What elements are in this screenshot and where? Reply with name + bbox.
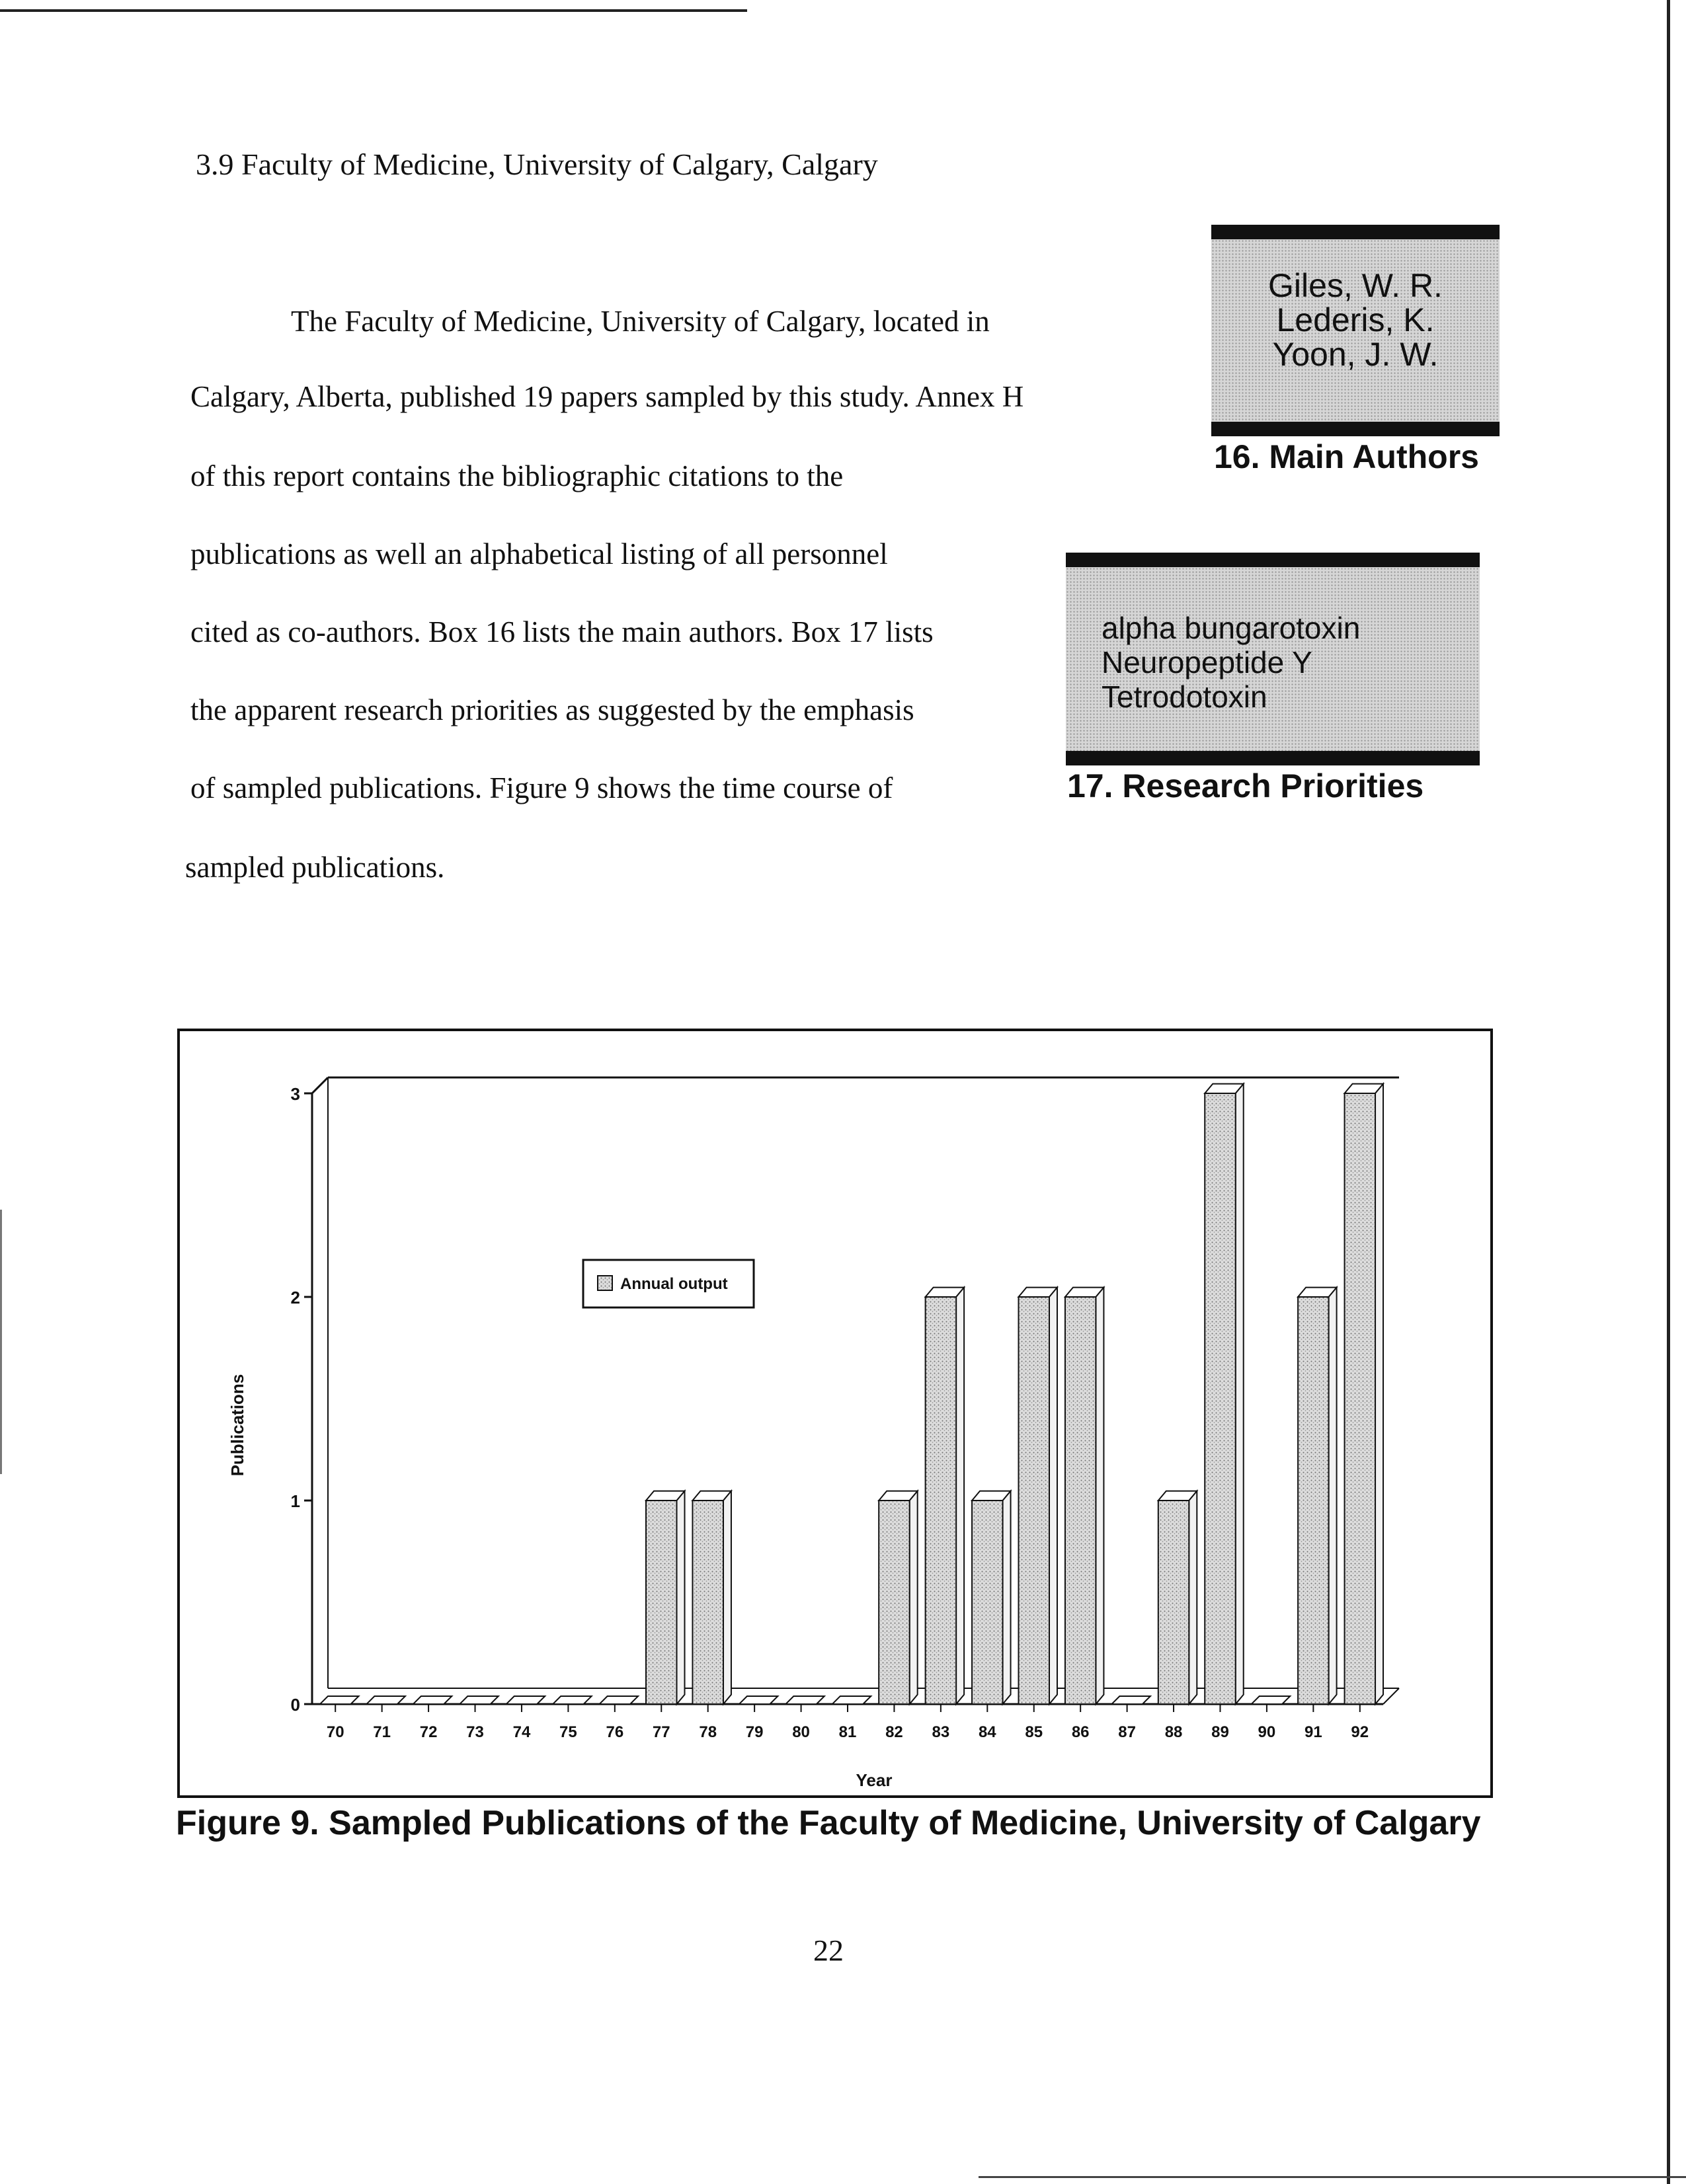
x-tick-label: 90 — [1258, 1723, 1276, 1741]
bar-side — [1003, 1491, 1011, 1704]
bar-zero — [553, 1696, 591, 1704]
x-tick-label: 70 — [326, 1723, 344, 1741]
research-priorities-box — [1066, 553, 1480, 765]
x-tick-label: 92 — [1351, 1723, 1369, 1741]
bar-side — [956, 1288, 964, 1704]
x-tick-label: 73 — [466, 1723, 484, 1741]
paragraph-line: publications as well an alphabetical listing of all personnel — [190, 537, 888, 570]
x-tick-label: 82 — [885, 1723, 903, 1741]
x-tick-label: 81 — [838, 1723, 857, 1741]
x-axis-label: Year — [856, 1770, 893, 1790]
x-tick-label: 78 — [699, 1723, 717, 1741]
x-tick-label: 84 — [978, 1723, 996, 1741]
legend-label: Annual output — [620, 1275, 728, 1293]
bar-zero — [785, 1696, 824, 1704]
main-authors-box — [1211, 225, 1500, 436]
main-authors-caption: 16. Main Authors — [1214, 438, 1479, 475]
x-tick-label: 88 — [1164, 1723, 1183, 1741]
x-tick-label: 83 — [932, 1723, 950, 1741]
figure-9-chart-frame — [177, 1029, 1493, 1798]
right-border-rule — [1667, 0, 1670, 2184]
bar-zero — [1111, 1696, 1150, 1704]
x-tick-label: 86 — [1071, 1723, 1090, 1741]
bar-side — [677, 1491, 685, 1704]
figure-caption: Figure 9. Sampled Publications of the Faculty of Medicine, University of Calgary — [176, 1804, 1481, 1842]
bar-side — [1189, 1491, 1197, 1704]
bar-zero — [320, 1696, 358, 1704]
bar — [879, 1501, 909, 1704]
plot-back-edge — [312, 1077, 328, 1704]
bar-side — [1049, 1288, 1057, 1704]
legend-swatch — [598, 1276, 612, 1290]
bar-zero — [832, 1696, 871, 1704]
bar-zero — [366, 1696, 405, 1704]
x-tick-label: 91 — [1304, 1723, 1322, 1741]
author-name: Giles, W. R. — [1268, 267, 1443, 304]
x-tick-label: 76 — [606, 1723, 624, 1741]
x-tick-label: 80 — [792, 1723, 810, 1741]
bar-side — [723, 1491, 731, 1704]
priority-item: Tetrodotoxin — [1102, 680, 1267, 714]
bar — [1158, 1501, 1189, 1704]
x-tick-label: 74 — [512, 1723, 531, 1741]
bar-zero — [739, 1696, 778, 1704]
bar — [1298, 1297, 1328, 1704]
bar — [1345, 1093, 1375, 1704]
x-tick-label: 85 — [1025, 1723, 1043, 1741]
bar — [972, 1501, 1002, 1704]
left-edge-mark — [0, 1210, 2, 1474]
section-heading: 3.9 Faculty of Medicine, University of Calgary, Calgary — [196, 147, 878, 181]
x-tick-label: 89 — [1211, 1723, 1229, 1741]
x-tick-label: 72 — [419, 1723, 438, 1741]
bar — [1205, 1093, 1235, 1704]
floor-right-edge — [1383, 1688, 1399, 1704]
priority-item: Neuropeptide Y — [1102, 645, 1312, 680]
bar-zero — [600, 1696, 638, 1704]
research-priorities-caption: 17. Research Priorities — [1067, 767, 1424, 804]
bar-side — [1096, 1288, 1104, 1704]
bar — [1018, 1297, 1049, 1704]
bar — [692, 1501, 723, 1704]
x-tick-label: 75 — [559, 1723, 577, 1741]
bar-zero — [460, 1696, 498, 1704]
paragraph-line: of this report contains the bibliographic citations to the — [190, 459, 844, 492]
paragraph-line: the apparent research priorities as suggested by the emphasis — [190, 693, 914, 726]
bar — [646, 1501, 676, 1704]
top-border-rule — [0, 9, 747, 12]
bar-side — [910, 1491, 918, 1704]
author-name: Lederis, K. — [1276, 301, 1435, 338]
y-tick-label: 3 — [290, 1084, 300, 1104]
bar-zero — [506, 1696, 545, 1704]
x-tick-label: 71 — [373, 1723, 391, 1741]
bar — [926, 1297, 956, 1704]
author-name: Yoon, J. W. — [1272, 336, 1439, 373]
y-tick-label: 1 — [290, 1491, 300, 1511]
x-tick-label: 87 — [1118, 1723, 1136, 1741]
bar-side — [1236, 1084, 1244, 1704]
paragraph-line: of sampled publications. Figure 9 shows the time course of — [190, 771, 893, 804]
page-number: 22 — [813, 1933, 844, 1967]
bar-side — [1375, 1084, 1383, 1704]
bar — [1065, 1297, 1096, 1704]
x-tick-label: 79 — [745, 1723, 764, 1741]
paragraph-line: The Faculty of Medicine, University of Calgary, located in — [291, 305, 990, 338]
paragraph-line: sampled publications. — [185, 851, 445, 884]
bottom-border-rule — [979, 2176, 1686, 2178]
y-tick-label: 2 — [290, 1288, 300, 1307]
x-tick-label: 77 — [652, 1723, 670, 1741]
bar-side — [1329, 1288, 1337, 1704]
y-axis-label: Publications — [227, 1374, 247, 1477]
bar-zero — [413, 1696, 452, 1704]
y-tick-label: 0 — [290, 1695, 300, 1715]
priority-item: alpha bungarotoxin — [1102, 611, 1361, 645]
paragraph-line: Calgary, Alberta, published 19 papers sampled by this study. Annex H — [190, 380, 1024, 413]
paragraph-line: cited as co-authors. Box 16 lists the main authors. Box 17 lists — [190, 615, 934, 648]
bar-zero — [1252, 1696, 1290, 1704]
publications-bar-chart — [180, 1031, 1490, 1795]
